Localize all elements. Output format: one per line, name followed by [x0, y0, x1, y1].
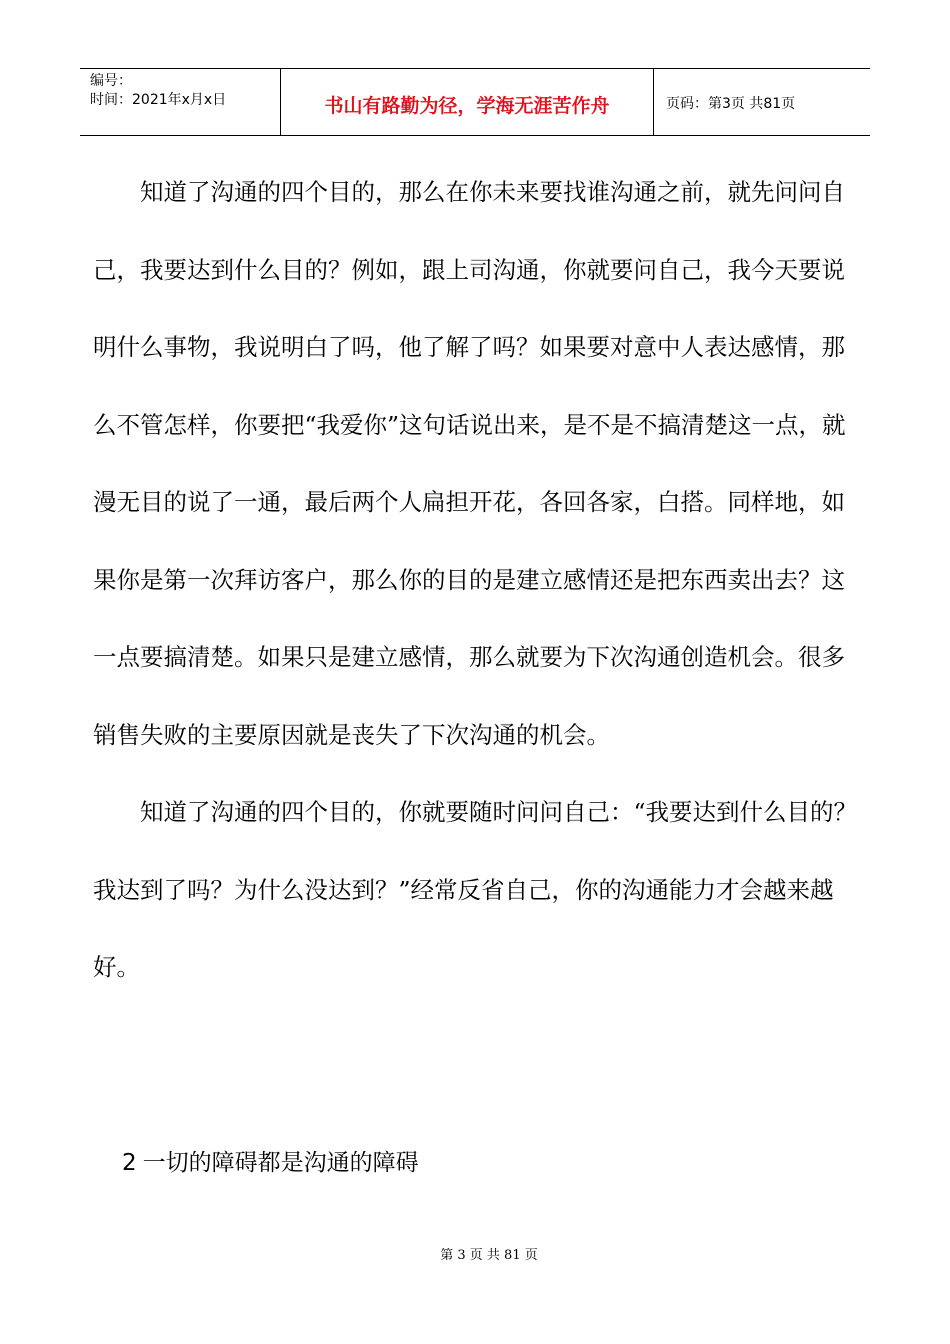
header-motto-cell: [281, 69, 654, 135]
paragraph: 知道了沟通的四个目的，那么在你未来要找谁沟通之前，就先问问自己，我要达到什么目的？例如，跟上司沟通，你就要问自己，我今天要说明什么事物，我说明白了吗，他了解了吗？如果要对意中人表达感情，那么不管怎样，你要把“我爱你”这句话说出来，是不是不搞清楚这一点，就漫无目的说了一通，最后两个人扁担开花，各回各家，白搭。同样地，如果你是第一次拜访客户，那么你的目的是建立感情还是把东西卖出去？这一点要搞清楚。如果只是建立感情，那么就要为下次沟通创造机会。很多销售失败的主要原因就是丧失了下次沟通的机会。: [93, 178, 846, 749]
motto-text: 书山有路勤为径，学海无涯苦作舟: [324, 94, 610, 117]
header-meta-cell: [80, 69, 281, 135]
page-footer: [0, 1244, 950, 1263]
page-info-text: 页码：第3页 共81页: [666, 96, 796, 112]
footer-page-number: 第 3 页 共 81 页: [440, 1248, 538, 1263]
serial-number-label: 编号：: [90, 73, 132, 89]
paragraph: 知道了沟通的四个目的，你就要随时问问自己：“我要达到什么目的？我达到了吗？为什么没达到？”经常反省自己，你的沟通能力才会越来越好。: [93, 798, 858, 981]
date-label: 时间：2021年x月x日: [90, 92, 227, 108]
section-number: 2: [122, 1150, 137, 1176]
section-heading: [122, 1146, 419, 1180]
document-body: [93, 154, 861, 1007]
document-header: [80, 68, 870, 136]
header-page-cell: [654, 69, 870, 135]
section-title: 一切的障碍都是沟通的障碍: [142, 1150, 419, 1176]
